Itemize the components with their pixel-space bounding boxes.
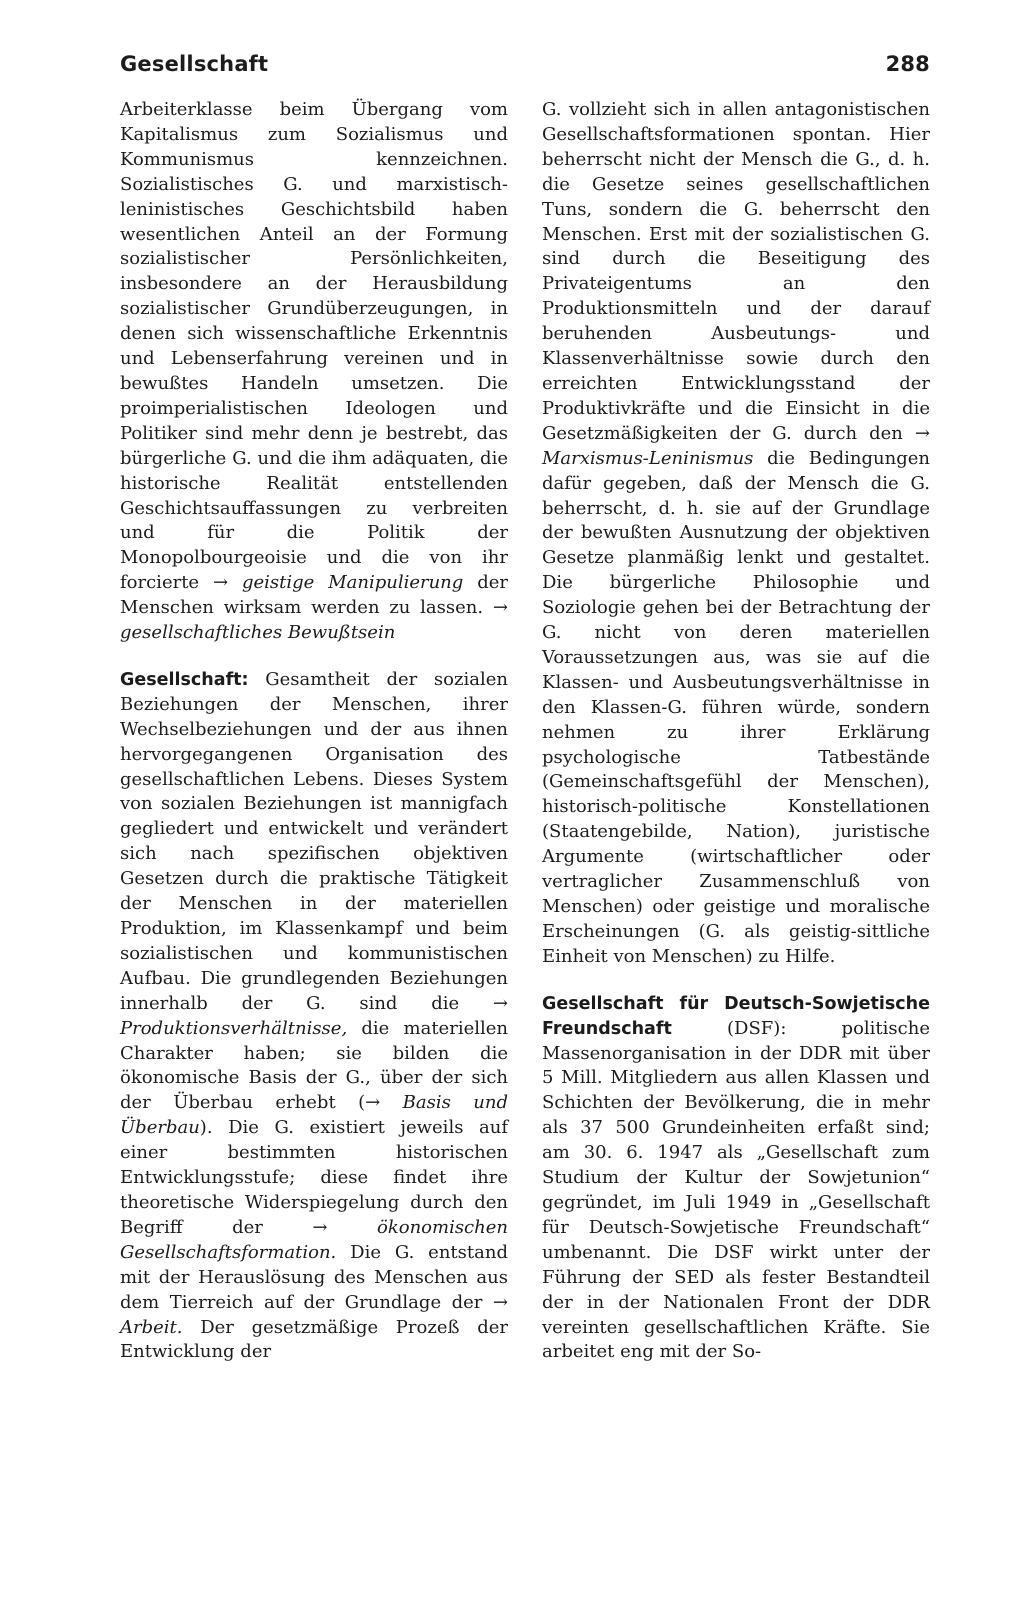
entry-headword: Gesellschaft für Deutsch-Sowjetische Freundschaft xyxy=(542,993,930,1039)
cross-reference[interactable]: Arbeit. xyxy=(120,1316,183,1338)
body-text: Der gesetzmäßige Prozeß der Entwicklung der xyxy=(120,1316,508,1363)
body-text: die Bedingungen dafür gegeben, daß der Mensch die G. beherrscht, d. h. sie auf der Grundlage der bewußten Ausnutzung der objektiven Gesetze planmäßig lenkt und gestaltet. Die bürgerliche Philosophie und Soziologie gehen bei der Betrachtung der G. nicht von deren materiellen Voraussetzungen aus, was sie auf die Klassen- und Ausbeutungsverhältnisse in den Klassen-G. führen würde, sondern nehmen zu ihrer Erklärung psychologische Tatbestände (Gemeinschaftsgefühl der Menschen), historisch-politische Konstellationen (Staatengebilde, Nation), juristische Argumente (wirtschaftlicher oder vertraglicher Zusammenschluß von Menschen) oder geistige und moralische Erscheinungen (G. als geistig-sittliche Einheit von Menschen) zu Hilfe. xyxy=(542,447,930,967)
dictionary-entry-dsf xyxy=(542,992,930,1366)
body-text: Arbeiterklasse beim Übergang vom Kapitalismus zum Sozialismus und Kommunismus kennzeichnen. Sozialistisches G. und marxistisch-leninistisches Geschichtsbild haben wesentlichen Anteil an der Formung sozialistischer Persönlichkeiten, insbesondere an der Herausbildung sozialistischer Grundüberzeugungen, in denen sich wissenschaftliche Erkenntnis und Lebenserfahrung vereinen und in bewußtes Handeln umsetzen. Die proimperialistischen Ideologen und Politiker sind mehr denn je bestrebt, das bürgerliche G. und die ihm adäquaten, die historische Realität entstellenden Geschichtsauffassungen zu verbreiten und für die Politik der Monopolbourgeoisie und die von ihr forcierte xyxy=(120,99,508,594)
page-number: 288 xyxy=(885,52,930,76)
entry-continuation xyxy=(120,98,508,646)
running-head: Gesellschaft xyxy=(120,52,269,76)
cross-reference[interactable]: Marxismus-Leninismus xyxy=(542,447,754,469)
body-text: ). Die G. existiert jeweils auf einer bestimmten historischen Entwicklungsstufe; diese findet ihre theoretische Widerspiegelung durch den Begriff der xyxy=(120,1117,508,1238)
body-text: Die G. entstand mit der Herauslösung des Menschen aus dem Tierreich auf der Grundlage der xyxy=(120,1241,508,1313)
body-text: der Menschen wirksam werden zu lassen. xyxy=(120,572,508,619)
body-text: die materiellen Charakter haben; sie bilden die ökonomische Basis der G., über der sich der Überbau erhebt ( xyxy=(120,1017,508,1114)
left-column xyxy=(120,98,508,1365)
body-text: Gesamtheit der sozialen Beziehungen der Menschen, ihrer Wechselbeziehungen und der aus ihnen hervorgegangenen Organisation des gesellschaftlichen Lebens. Dieses System von sozialen Beziehungen ist mannigfach gegliedert und entwickelt und verändert sich nach spezifischen objektiven Gesetzen durch die praktische Tätigkeit der Menschen in der materiellen Produktion, im Klassenkampf und beim sozialistischen und kommunistischen Aufbau. Die grundlegenden Beziehungen innerhalb der G. sind die xyxy=(120,668,508,1014)
cross-reference[interactable]: Produktionsverhältnisse, xyxy=(120,1017,348,1039)
cross-reference-arrow-icon: → xyxy=(212,572,229,594)
cross-reference-arrow-icon: → xyxy=(312,1216,328,1238)
dictionary-entry-gesellschaft xyxy=(120,668,508,1365)
cross-reference[interactable]: gesellschaftliches Bewußtsein xyxy=(120,622,396,644)
cross-reference-arrow-icon: → xyxy=(492,1291,508,1313)
body-text: (DSF): politische Massenorganisation in der DDR mit über 5 Mill. Mitgliedern aus allen Klassen und Schichten der Bevölkerung, die in mehr als 37 500 Grundeinheiten erfaßt sind; am 30. 6. 1947 als „Gesellschaft zum Studium der Kultur der Sowjetunion“ gegründet, im Juli 1949 in „Gesellschaft für Deutsch-Sowjetische Freundschaft“ umbenannt. Die DSF wirkt unter der Führung der SED als fester Bestandteil der in der Nationalen Front der DDR vereinten gesellschaftlichen Kräfte. Sie arbeitet eng mit der So- xyxy=(542,1017,930,1363)
cross-reference-arrow-icon: → xyxy=(492,992,508,1014)
entry-headword: Gesellschaft: xyxy=(120,669,249,690)
cross-reference[interactable]: Basis und Überbau xyxy=(120,1092,508,1139)
cross-reference-arrow-icon: → xyxy=(492,597,508,619)
cross-reference-arrow-icon: → xyxy=(365,1092,381,1114)
right-column xyxy=(542,98,930,1365)
cross-reference[interactable]: ökonomischen Gesellschaftsformation. xyxy=(120,1216,508,1263)
body-text: G. vollzieht sich in allen antagonistischen Gesellschaftsformationen spontan. Hier beherrscht nicht der Mensch die G., d. h. die Gesetze seines gesellschaftlichen Tuns, sondern die G. beherrscht den Menschen. Erst mit der sozialistischen G. sind durch die Beseitigung des Privateigentums an den Produktionsmitteln und der darauf beruhenden Ausbeutungs- und Klassenverhältnisse sowie durch den erreichten Entwicklungsstand der Produktivkräfte und die Einsicht in die Gesetzmäßigkeiten der G. durch den xyxy=(542,99,930,444)
cross-reference-arrow-icon: → xyxy=(914,422,930,444)
entry-continuation xyxy=(542,98,930,970)
cross-reference[interactable]: geistige Manipulierung xyxy=(241,572,464,594)
